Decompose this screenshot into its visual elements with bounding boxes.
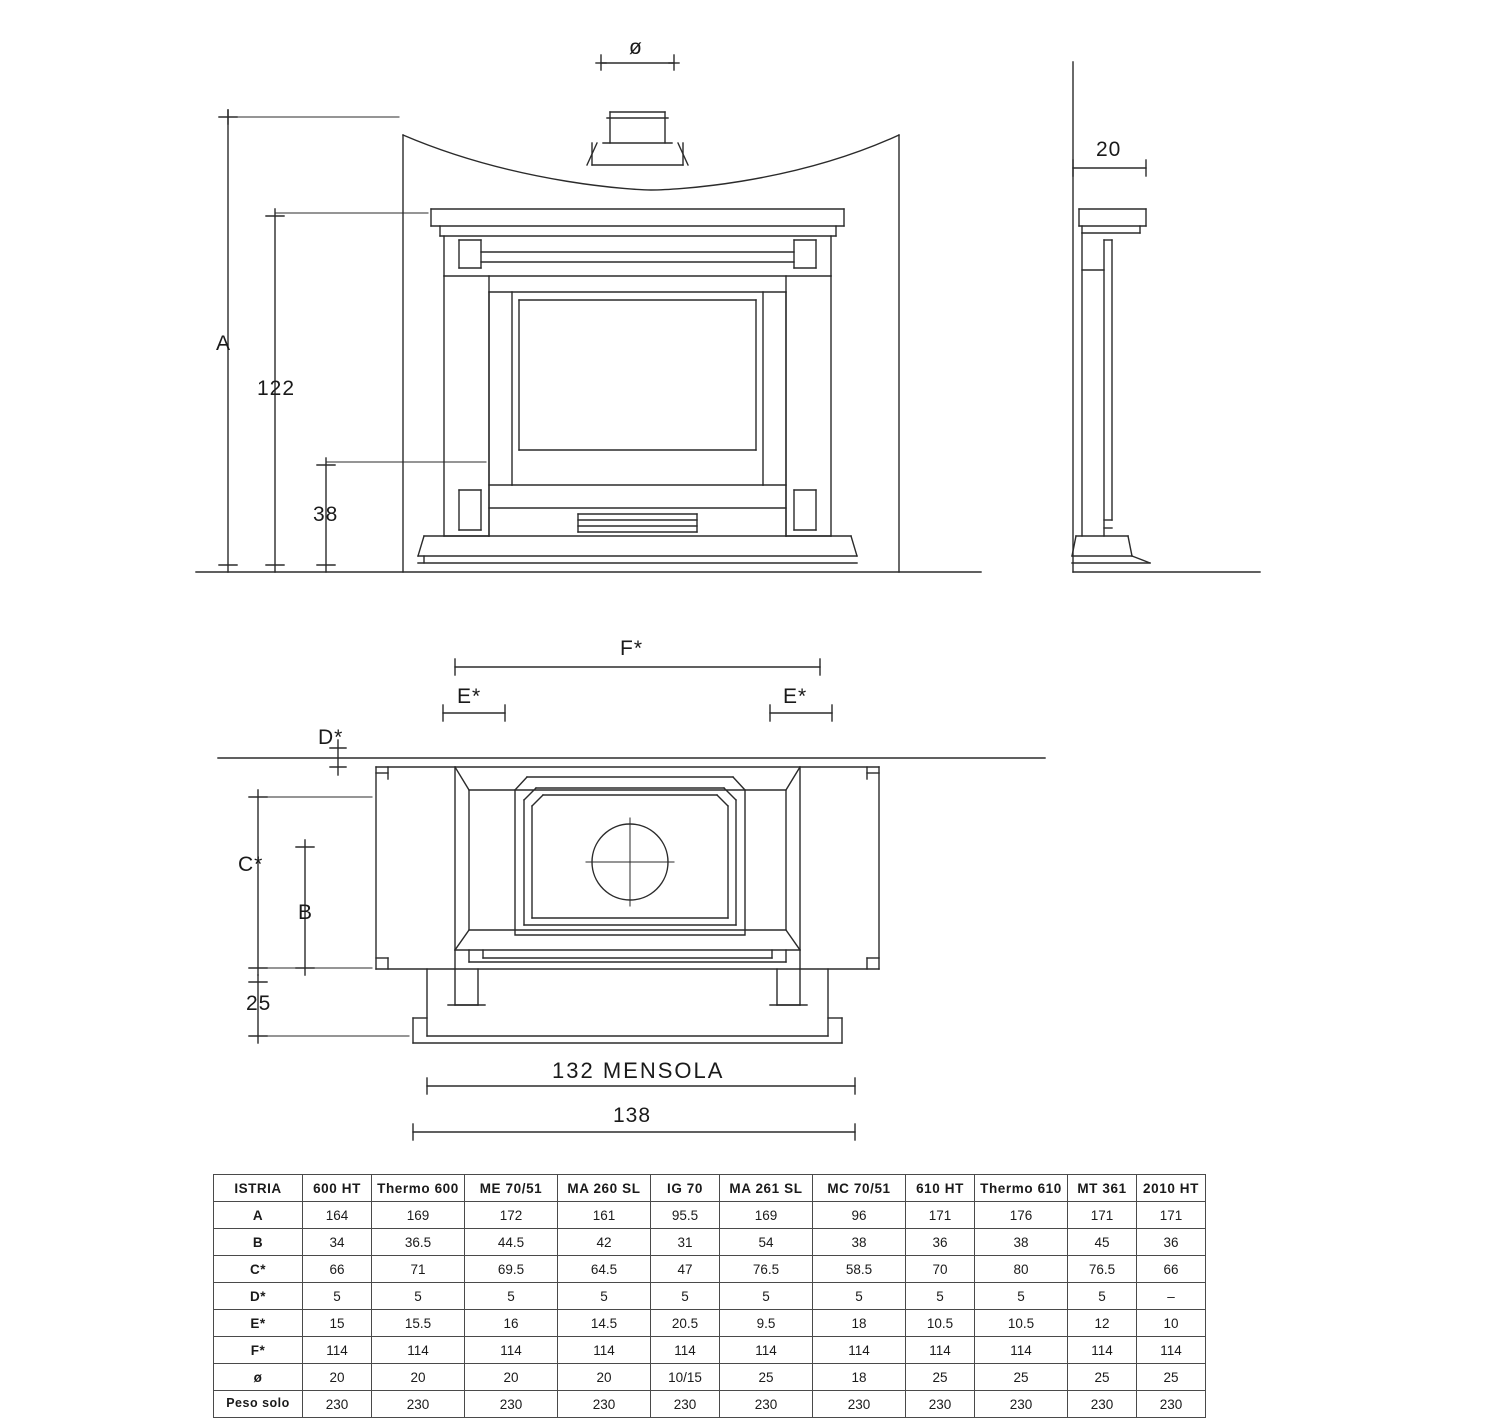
table-row [214,1337,1206,1364]
table-header-cell: 610 HT [906,1175,975,1202]
table-row [214,1283,1206,1310]
table-cell: 172 [465,1202,558,1229]
table-cell: 230 [372,1391,465,1418]
table-cell: 64.5 [558,1256,651,1283]
table-cell: 95.5 [651,1202,720,1229]
table-cell: 161 [558,1202,651,1229]
table-cell: 176 [975,1202,1068,1229]
table-cell: 114 [465,1337,558,1364]
dimension-label-mensola: 132 MENSOLA [552,1058,725,1083]
table-cell: 76.5 [1068,1256,1137,1283]
table-cell: – [1137,1283,1206,1310]
dimension-label-E-left: E* [457,685,482,708]
table-cell: 71 [372,1256,465,1283]
table-row [214,1256,1206,1283]
table-header-cell: MA 260 SL [558,1175,651,1202]
table-header-cell: 600 HT [303,1175,372,1202]
table-header-cell: MT 361 [1068,1175,1137,1202]
dimension-label-C: C* [238,853,264,876]
dimension-label-diameter: ø [629,36,643,59]
table-cell: 25 [720,1364,813,1391]
dimension-label-B: B [298,901,314,924]
table-cell: 96 [813,1202,906,1229]
table-cell: 31 [651,1229,720,1256]
table-cell: 15.5 [372,1310,465,1337]
table-header-cell: 2010 HT [1137,1175,1206,1202]
table-cell: 38 [813,1229,906,1256]
table-cell: 230 [465,1391,558,1418]
table-cell: 15 [303,1310,372,1337]
table-cell: 169 [372,1202,465,1229]
table-cell: 5 [465,1283,558,1310]
table-cell: 114 [651,1337,720,1364]
table-cell: 38 [975,1229,1068,1256]
table-cell: 36 [906,1229,975,1256]
table-cell: 114 [1137,1337,1206,1364]
table-cell: 5 [558,1283,651,1310]
row-label: E* [214,1310,303,1337]
table-cell: 230 [651,1391,720,1418]
table-cell: 20 [465,1364,558,1391]
table-cell: 230 [813,1391,906,1418]
table-cell: 36 [1137,1229,1206,1256]
dimension-label-20: 20 [1096,138,1122,161]
dimension-label-A: A [216,332,232,355]
table-cell: 114 [1068,1337,1137,1364]
table-cell: 114 [303,1337,372,1364]
table-cell: 16 [465,1310,558,1337]
table-cell: 169 [720,1202,813,1229]
table-cell: 164 [303,1202,372,1229]
dimension-label-F: F* [620,637,643,660]
table-cell: 12 [1068,1310,1137,1337]
dimension-label-25: 25 [246,992,272,1015]
table-cell: 114 [372,1337,465,1364]
dimension-label-D: D* [318,726,344,749]
table-cell: 10/15 [651,1364,720,1391]
table-cell: 10 [1137,1310,1206,1337]
table-cell: 69.5 [465,1256,558,1283]
table-cell: 171 [906,1202,975,1229]
table-cell: 76.5 [720,1256,813,1283]
dimension-label-38: 38 [313,503,339,526]
table-cell: 66 [303,1256,372,1283]
table-header-cell: IG 70 [651,1175,720,1202]
table-cell: 171 [1068,1202,1137,1229]
table-cell: 42 [558,1229,651,1256]
table-header-cell: Thermo 600 [372,1175,465,1202]
table-cell: 25 [906,1364,975,1391]
dimension-label-138: 138 [613,1104,652,1127]
row-label: A [214,1202,303,1229]
table-cell: 47 [651,1256,720,1283]
table-row [214,1310,1206,1337]
table-cell: 10.5 [906,1310,975,1337]
table-cell: 14.5 [558,1310,651,1337]
table-cell: 5 [372,1283,465,1310]
table-cell: 230 [975,1391,1068,1418]
table-cell: 44.5 [465,1229,558,1256]
table-cell: 58.5 [813,1256,906,1283]
table-cell: 54 [720,1229,813,1256]
table-row [214,1202,1206,1229]
table-cell: 114 [558,1337,651,1364]
table-cell: 18 [813,1364,906,1391]
row-label: D* [214,1283,303,1310]
table-cell: 5 [813,1283,906,1310]
table-cell: 20 [303,1364,372,1391]
table-cell: 45 [1068,1229,1137,1256]
table-cell: 230 [1137,1391,1206,1418]
table-row [214,1391,1206,1418]
table-cell: 5 [975,1283,1068,1310]
dimension-label-122: 122 [257,377,296,400]
table-cell: 10.5 [975,1310,1068,1337]
row-label: B [214,1229,303,1256]
table-header-cell: ISTRIA [214,1175,303,1202]
table-cell: 230 [558,1391,651,1418]
table-row [214,1364,1206,1391]
table-cell: 5 [303,1283,372,1310]
table-header-cell: MA 261 SL [720,1175,813,1202]
table-cell: 25 [975,1364,1068,1391]
table-cell: 18 [813,1310,906,1337]
table-cell: 5 [651,1283,720,1310]
table-cell: 114 [813,1337,906,1364]
table-cell: 114 [975,1337,1068,1364]
table-cell: 25 [1137,1364,1206,1391]
table-cell: 20 [558,1364,651,1391]
table-header-cell: Thermo 610 [975,1175,1068,1202]
table-row [214,1229,1206,1256]
row-label: ø [214,1364,303,1391]
table-cell: 114 [906,1337,975,1364]
table-cell: 230 [303,1391,372,1418]
table-cell: 70 [906,1256,975,1283]
table-cell: 5 [1068,1283,1137,1310]
table-cell: 80 [975,1256,1068,1283]
table-cell: 25 [1068,1364,1137,1391]
table-cell: 230 [720,1391,813,1418]
spec-table [213,1174,1206,1418]
table-cell: 66 [1137,1256,1206,1283]
table-header-cell: ME 70/51 [465,1175,558,1202]
table-header-cell: MC 70/51 [813,1175,906,1202]
table-cell: 114 [720,1337,813,1364]
dimension-label-E-right: E* [783,685,808,708]
table-cell: 20 [372,1364,465,1391]
table-cell: 230 [1068,1391,1137,1418]
table-cell: 5 [720,1283,813,1310]
table-cell: 36.5 [372,1229,465,1256]
table-cell: 5 [906,1283,975,1310]
row-label: F* [214,1337,303,1364]
table-header-row [214,1175,1206,1202]
table-cell: 9.5 [720,1310,813,1337]
table-cell: 230 [906,1391,975,1418]
row-label: Peso solo [214,1391,303,1418]
table-cell: 34 [303,1229,372,1256]
table-cell: 171 [1137,1202,1206,1229]
table-cell: 20.5 [651,1310,720,1337]
row-label: C* [214,1256,303,1283]
